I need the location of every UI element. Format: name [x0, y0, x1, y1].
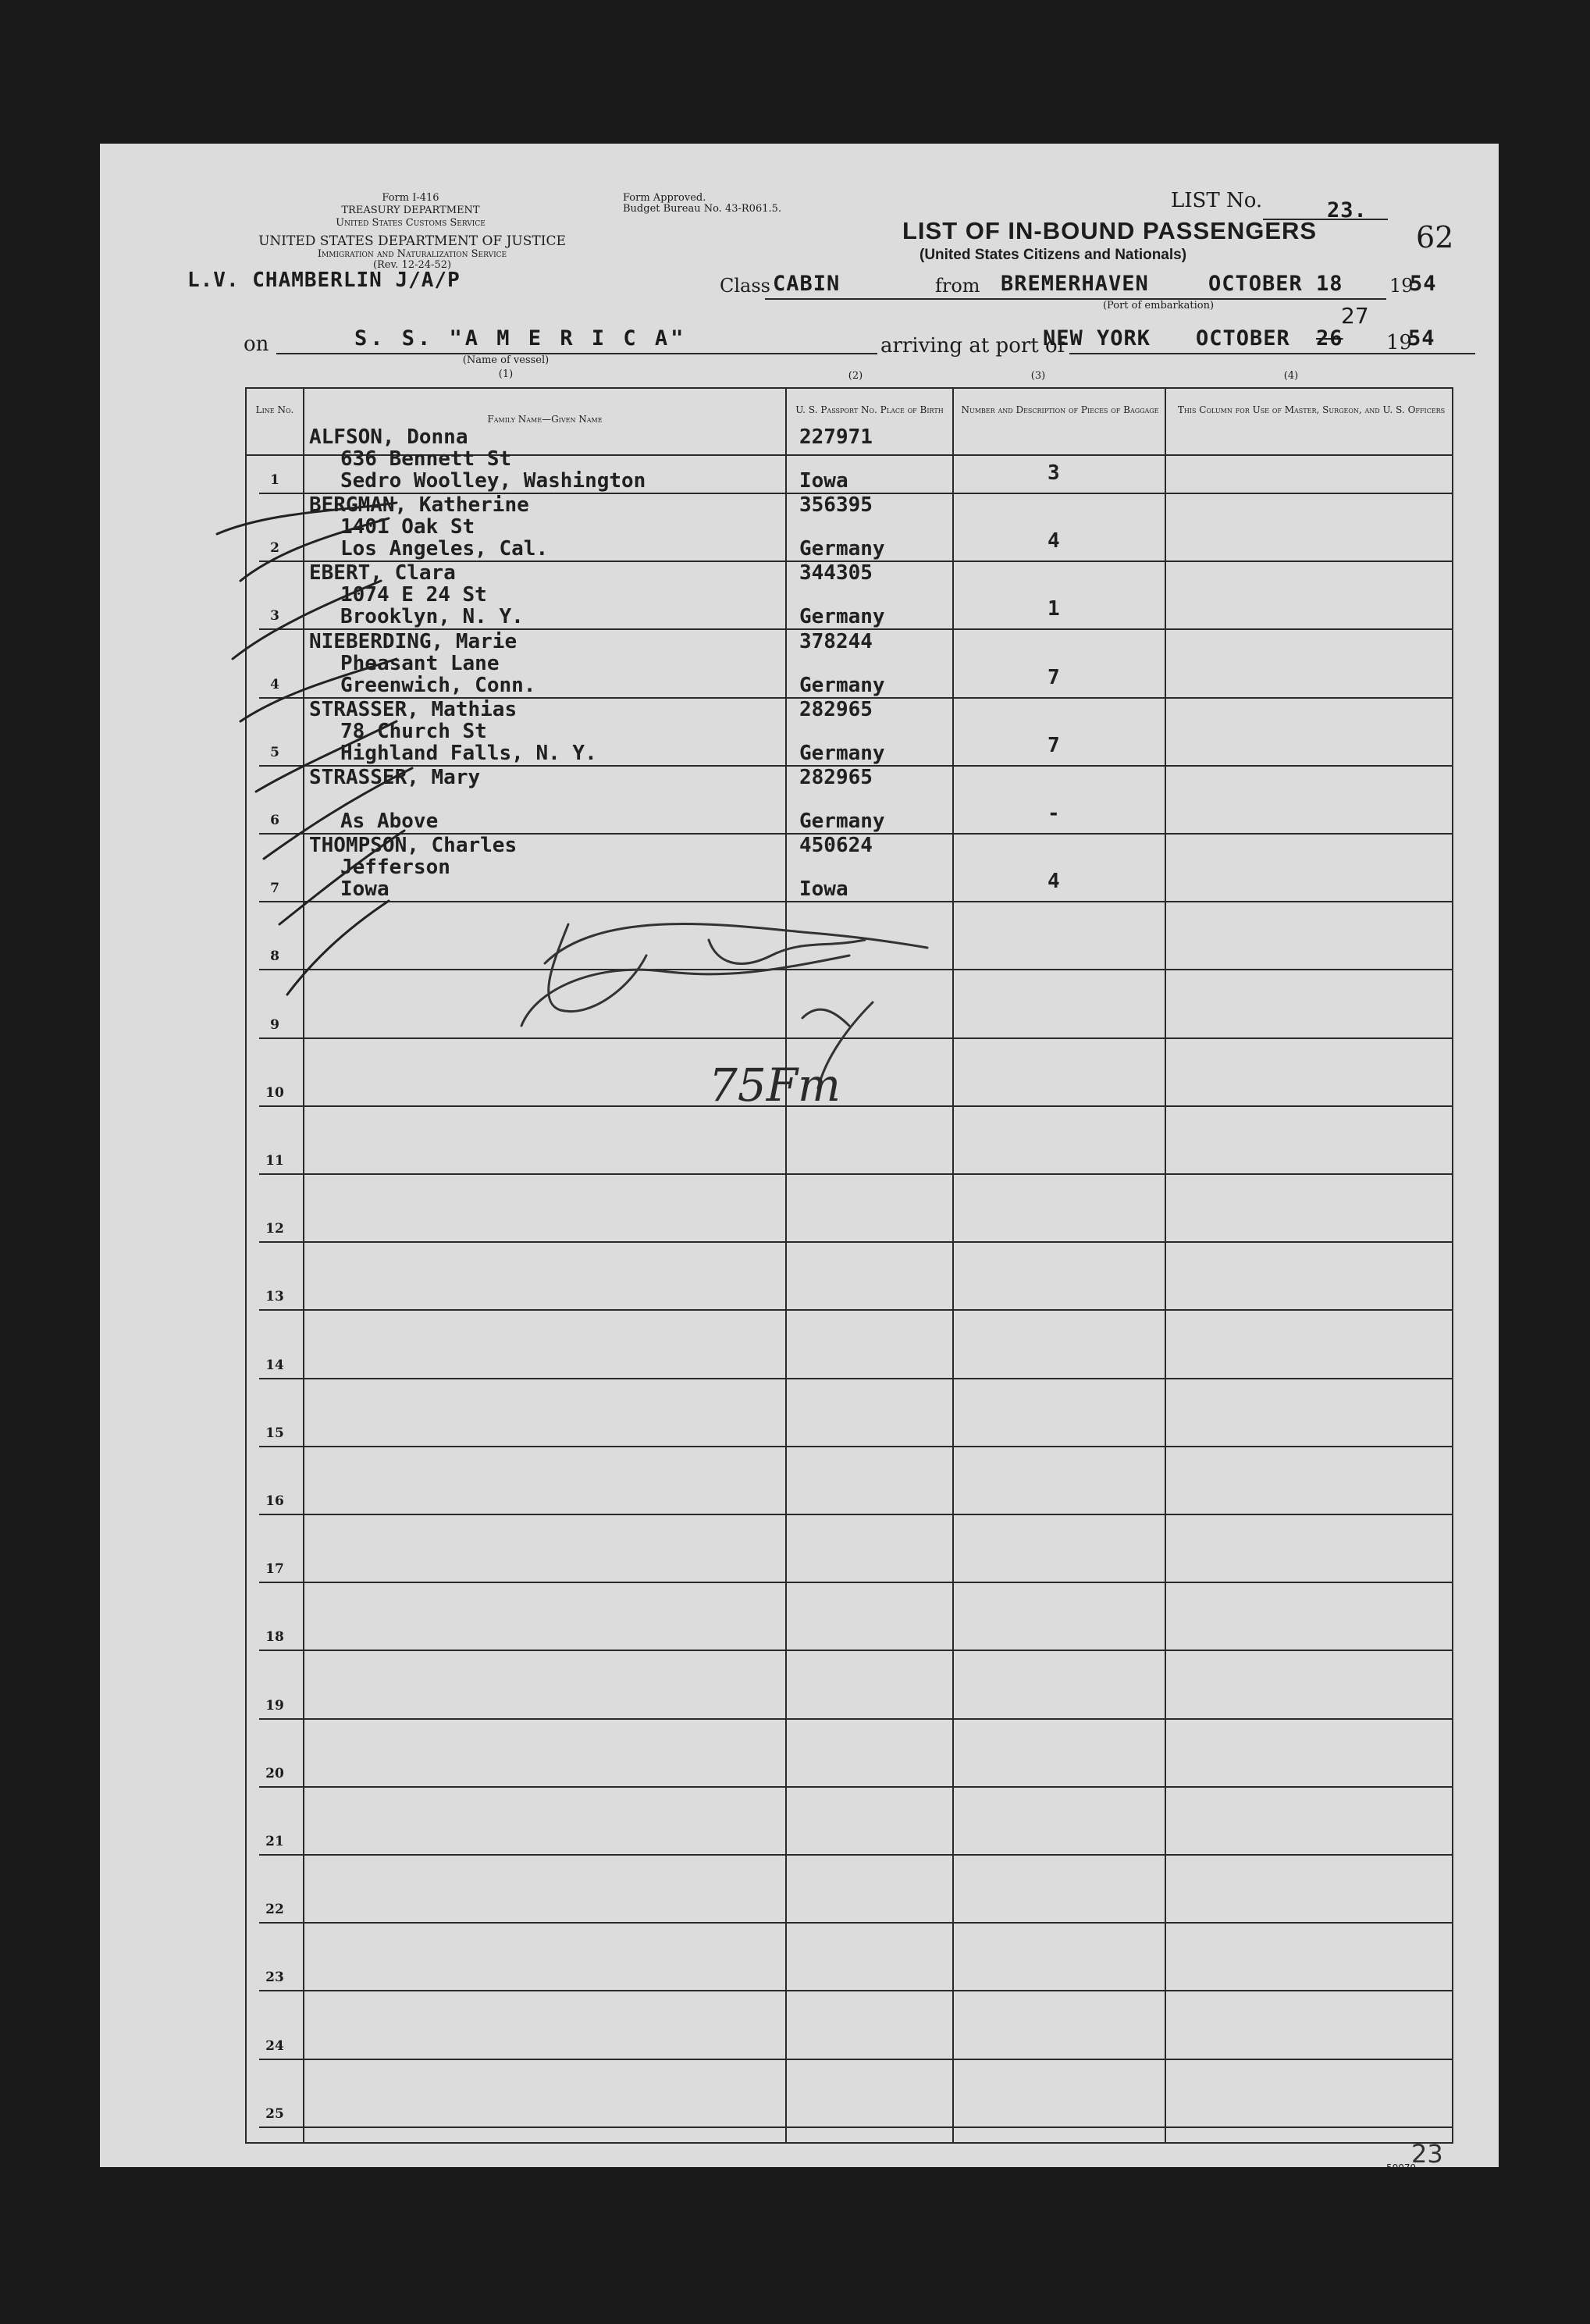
departure-year: 54: [1410, 272, 1437, 296]
line-number: 9: [270, 1016, 279, 1033]
vessel-caption: (Name of vessel): [462, 354, 550, 366]
embarkation-port: BREMERHAVEN: [1001, 272, 1149, 296]
baggage-count: 7: [1048, 733, 1060, 757]
passenger-address-street: 1074 E 24 St: [340, 583, 487, 607]
arrival-year: 54: [1408, 326, 1435, 351]
form-code: 50079: [1386, 2162, 1417, 2173]
port-caption: (Port of embarkation): [1102, 300, 1215, 311]
passport-number: 344305: [799, 561, 873, 585]
passport-number: 450624: [799, 834, 873, 858]
form-approved: Form Approved.: [623, 192, 706, 204]
line-number: 3: [270, 608, 279, 625]
budget-bureau: Budget Bureau No. 43-R061.5.: [623, 203, 782, 215]
form-revision: (Rev. 12-24-52): [372, 259, 452, 271]
arrival-day-struck: 26: [1316, 326, 1343, 351]
passenger-address-street: Jefferson: [340, 856, 450, 880]
line-number: 6: [270, 813, 279, 828]
form-number: Form I-416: [382, 192, 439, 204]
page-title: LIST OF IN-BOUND PASSENGERS: [902, 217, 1318, 244]
header-passport: U. S. Passport No. Place of Birth: [795, 404, 944, 415]
corner-mark: 23: [1411, 2139, 1443, 2167]
passenger-address-street: 636 Bennett St: [340, 447, 512, 471]
col-2-marker: (2): [848, 370, 863, 382]
passenger-address-city: As Above: [340, 810, 439, 833]
annotation-handwriting: 75Fm: [709, 1059, 841, 1112]
passenger-name: ALFSON, Donna: [309, 425, 468, 449]
checkmarks: [100, 144, 1499, 2167]
place-of-birth: Iowa: [799, 469, 848, 493]
baggage-count: -: [1048, 802, 1060, 825]
line-number: 2: [270, 540, 279, 557]
departure-date: OCTOBER 18: [1208, 272, 1343, 296]
line-number: 16: [265, 1493, 284, 1509]
baggage-count: 4: [1048, 870, 1060, 894]
line-number: 18: [265, 1629, 284, 1646]
passenger-address-street: Pheasant Lane: [340, 651, 500, 675]
col-4-marker: (4): [1283, 370, 1299, 382]
arriving-label: arriving at port of: [880, 334, 1065, 358]
class-value: CABIN: [773, 272, 841, 296]
line-number: 15: [265, 1425, 284, 1441]
passenger-address-city: Greenwich, Conn.: [340, 673, 536, 697]
line-number: 13: [265, 1289, 284, 1305]
passenger-name: THOMPSON, Charles: [309, 834, 518, 858]
class-label: Class: [720, 275, 770, 297]
on-label: on: [244, 333, 269, 356]
baggage-count: 1: [1048, 597, 1060, 621]
place-of-birth: Germany: [799, 810, 885, 833]
line-number: 11: [265, 1153, 284, 1169]
header-officers: This Column for Use of Master, Surgeon, and U. S. Officers: [1177, 404, 1446, 415]
place-of-birth: Germany: [799, 537, 885, 561]
line-number: 5: [270, 744, 279, 760]
header-baggage: Number and Description of Pieces of Baggage: [961, 404, 1159, 415]
vessel-name: S. S. "A M E R I C A": [354, 326, 687, 351]
passenger-address-city: Sedro Woolley, Washington: [340, 469, 646, 493]
passenger-address-street: 78 Church St: [340, 719, 487, 743]
line-number: 1: [270, 472, 279, 488]
line-number: 23: [265, 1970, 284, 1986]
passenger-name: EBERT, Clara: [309, 561, 456, 585]
passenger-address-city: Los Angeles, Cal.: [340, 537, 549, 561]
passenger-name: NIEBERDING, Marie: [309, 629, 518, 653]
passenger-address-street: 1401 Oak St: [340, 515, 475, 539]
line-number: 7: [270, 881, 279, 897]
department-of-justice: UNITED STATES DEPARTMENT OF JUSTICE: [258, 233, 566, 249]
customs-service: United States Customs Service: [336, 217, 486, 229]
line-number: 4: [270, 676, 279, 692]
line-number: 19: [265, 1697, 284, 1714]
arrival-port: NEW YORK: [1043, 326, 1151, 351]
list-no-value: 23.: [1327, 198, 1368, 222]
passenger-address-city: Brooklyn, N. Y.: [340, 605, 524, 629]
passport-number: 282965: [799, 697, 873, 721]
line-number: 12: [265, 1221, 284, 1237]
treasury-department: TREASURY DEPARTMENT: [341, 205, 480, 216]
passport-number: 356395: [799, 493, 873, 518]
line-number: 25: [265, 2105, 284, 2122]
page-number: 62: [1416, 220, 1454, 254]
passport-number: 227971: [799, 425, 873, 449]
page-subtitle: (United States Citizens and Nationals): [919, 247, 1187, 263]
place-of-birth: Iowa: [799, 877, 848, 902]
passenger-name: STRASSER, Mathias: [309, 697, 518, 721]
place-of-birth: Germany: [799, 605, 885, 629]
line-number: 14: [265, 1357, 284, 1373]
from-label: from: [935, 275, 980, 297]
departure-year-prefix: 19: [1389, 275, 1414, 297]
list-no-label: LIST No.: [1171, 189, 1263, 212]
place-of-birth: Germany: [799, 741, 885, 765]
col-3-marker: (3): [1030, 370, 1046, 382]
arrival-day-correction: 27: [1341, 303, 1369, 329]
baggage-count: 4: [1048, 529, 1060, 553]
passenger-name: BERGMAN, Katherine: [309, 493, 529, 518]
passenger-name: STRASSER, Mary: [309, 766, 481, 789]
header-family-name: Family Name—Given Name: [487, 414, 603, 425]
header-line-no: Line No.: [255, 404, 294, 415]
manifest-page: [100, 144, 1499, 2173]
line-number: 24: [265, 2038, 284, 2054]
passenger-address-city: Iowa: [340, 877, 389, 902]
place-of-birth: Germany: [799, 673, 885, 697]
line-number: 20: [265, 1765, 284, 1781]
line-number: 10: [265, 1084, 284, 1101]
line-number: 17: [265, 1561, 284, 1578]
line-number: 8: [270, 948, 279, 965]
arrival-month: OCTOBER: [1196, 326, 1290, 351]
immigration-service: Immigration and Naturalization Service: [317, 248, 507, 260]
line-number: 22: [265, 1902, 284, 1918]
line-number: 21: [265, 1834, 284, 1849]
col-1-marker: (1): [498, 368, 514, 380]
baggage-count: 3: [1048, 461, 1060, 485]
passenger-address-city: Highland Falls, N. Y.: [340, 741, 597, 765]
officer-name: L.V. CHAMBERLIN J/A/P: [187, 269, 461, 292]
passport-number: 282965: [799, 766, 873, 789]
arrival-year-prefix: 19: [1386, 331, 1413, 354]
baggage-count: 7: [1048, 665, 1060, 689]
passport-number: 378244: [799, 629, 873, 653]
